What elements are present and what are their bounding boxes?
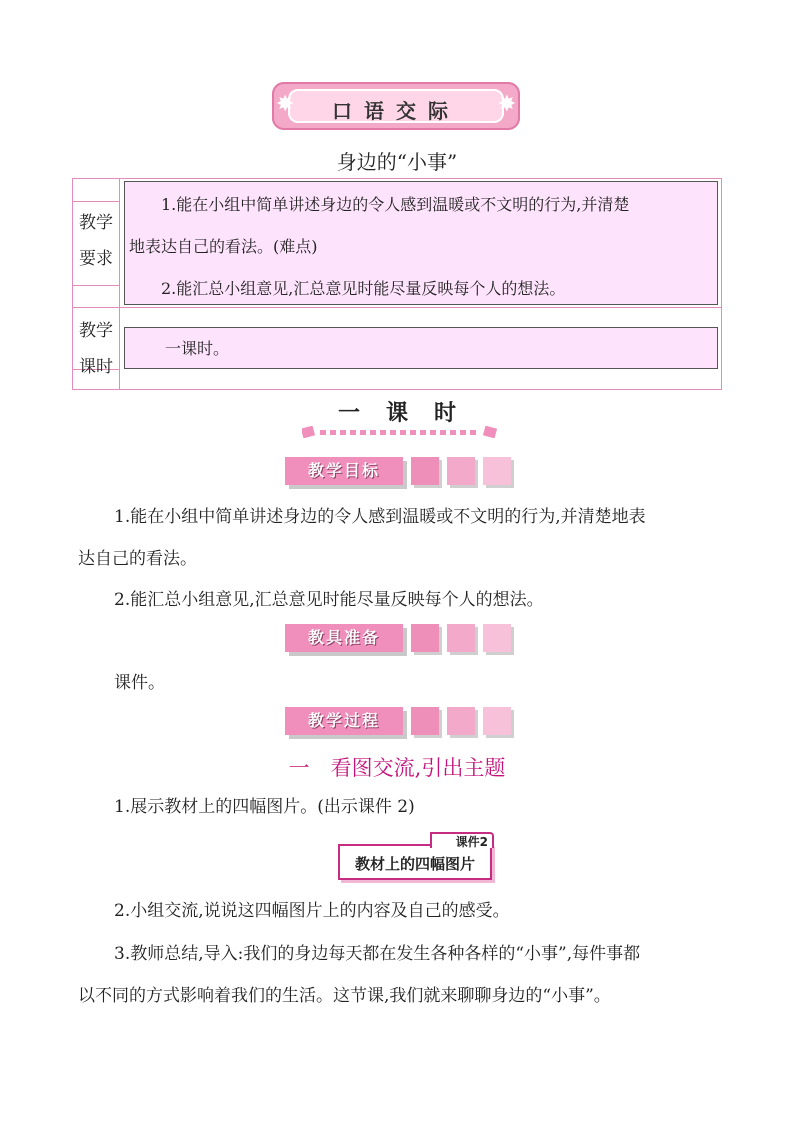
courseware-tag (430, 832, 494, 848)
star-icon: ✸ (276, 92, 295, 117)
requirements-label: 教学 要求 (79, 213, 113, 269)
periods-label: 教学 课时 (79, 321, 113, 377)
step-item: 以不同的方式影响着我们的生活。这节课,我们就来聊聊身边的“小事”。 (78, 986, 611, 1006)
goal-line: 2.能汇总小组意见,汇总意见时能尽量反映每个人的想法。 (114, 590, 544, 610)
step-item: 3.教师总结,导入:我们的身边每天都在发生各种各样的“小事”,每件事都 (114, 944, 641, 964)
step-one-title: 一 看图交流,引出主题 (288, 756, 506, 780)
title-banner-inner (288, 89, 504, 123)
tag-square (483, 707, 511, 735)
table-divider (119, 179, 120, 389)
courseware-label (338, 832, 494, 880)
lesson-subtitle: 身边的“小事” (336, 150, 458, 174)
requirement-line: 2.能汇总小组意见,汇总意见时能尽量反映每个人的想法。 (161, 279, 566, 298)
goals-tag-label: 教学目标 (285, 457, 403, 485)
info-table (72, 178, 722, 390)
star-icon: ✸ (497, 92, 516, 117)
tag-square (411, 624, 439, 652)
goal-line: 达自己的看法。 (78, 549, 197, 569)
courseware-tag-text: 课件2 (455, 835, 488, 849)
lesson-title: 一课时 (337, 401, 482, 426)
requirement-line: 地表达自己的看法。(难点) (129, 237, 318, 256)
courseware-title: 教材上的四幅图片 (354, 855, 475, 873)
goal-line: 1.能在小组中简单讲述身边的令人感到温暖或不文明的行为,并清楚地表 (114, 507, 646, 527)
table-divider (73, 285, 119, 286)
dotted-divider (302, 426, 498, 438)
title-banner (272, 82, 520, 130)
prep-tag-label: 教具准备 (285, 624, 403, 652)
tag-square (447, 707, 475, 735)
process-section-tag (285, 707, 515, 739)
requirement-line: 1.能在小组中简单讲述身边的令人感到温暖或不文明的行为,并清楚 (161, 195, 630, 214)
requirements-box (124, 181, 718, 305)
tag-square (447, 624, 475, 652)
prep-section-tag (285, 624, 515, 656)
step-item: 1.展示教材上的四幅图片。(出示课件 2) (114, 797, 415, 817)
tag-square (483, 457, 511, 485)
periods-box (124, 327, 718, 369)
goals-section-tag (285, 457, 515, 489)
tag-square (411, 707, 439, 735)
tag-square (483, 624, 511, 652)
step-item: 2.小组交流,说说这四幅图片上的内容及自己的感受。 (114, 901, 510, 921)
table-divider (73, 307, 721, 308)
tag-square (447, 457, 475, 485)
process-tag-label: 教学过程 (285, 707, 403, 735)
periods-text: 一课时。 (165, 339, 230, 358)
banner-title: 口语交际 (332, 99, 460, 123)
prep-text: 课件。 (114, 673, 165, 693)
tag-square (411, 457, 439, 485)
table-divider (73, 201, 119, 202)
